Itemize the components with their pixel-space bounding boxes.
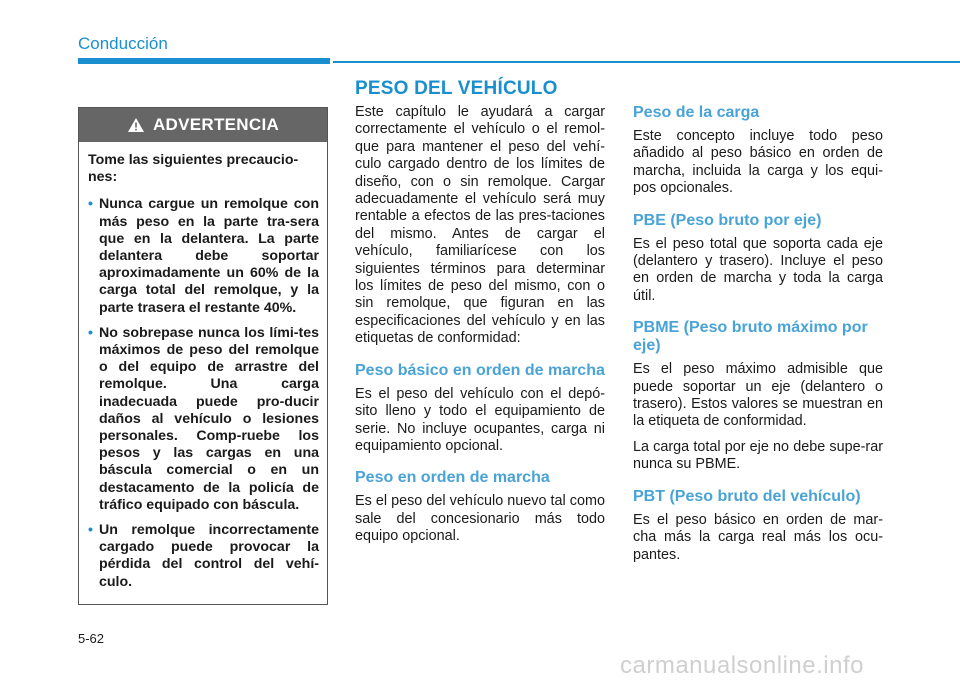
warning-item-text: Nunca cargue un remolque con más peso en la parte tra-sera que en la delantera. La parte delantera debe soportar aproximadamente un 60% de la carga total del remolque, y la parte trasera el restante 40%. [99, 196, 319, 316]
watermark: carmanualsonline.info [620, 652, 864, 679]
subheading-peso-carga: Peso de la carga [633, 104, 760, 121]
header-bar-thin [333, 61, 960, 63]
paragraph-peso-carga: Este concepto incluye todo peso añadido al peso básico en orden de marcha, incluida la carga y los equi-pos opcionales. [633, 128, 883, 197]
warning-body [79, 142, 327, 591]
paragraph-peso-basico: Es el peso del vehículo con el depó-sito lleno y todo el equipamiento de serie. No incluye ocupantes, carga ni equipamiento opcional. [355, 385, 605, 454]
warning-item-text: No sobrepase nunca los lími-tes máximos de peso del remolque o del equipo de arrastre del remolque. Una carga inadecuada puede pro-ducir daños al vehículo o lesiones personales. Comp-ruebe los pesos y las cargas en una báscula comercial o en un destacamento de la policía de tráfico equipado con báscula. [99, 324, 319, 513]
subheading-peso-basico: Peso básico en orden de marcha [355, 361, 605, 379]
bullet-icon: • [88, 324, 93, 341]
page-title: PESO DEL VEHÍCULO [355, 78, 558, 99]
warning-item [88, 325, 319, 514]
column-right [633, 104, 883, 572]
warning-list [88, 196, 319, 590]
warning-intro: Tome las siguientes precaucio-nes: [88, 152, 299, 186]
paragraph-pbme-2: La carga total por eje no debe supe-rar nunca su PBME. [633, 438, 883, 473]
paragraph-pbme-1: Es el peso máximo admisible que puede soportar un eje (delantero o trasero). Estos valores se muestran en la etiqueta de conformidad. [633, 361, 883, 430]
section-header: Conducción [78, 34, 168, 53]
subheading-pbme: PBME (Peso bruto máximo por eje) [633, 319, 868, 355]
subheading-peso-orden-marcha: Peso en orden de marcha [355, 469, 550, 487]
subheading-pbe: PBE (Peso bruto por eje) [633, 211, 822, 229]
header-bar-thick [78, 58, 330, 64]
warning-title: ADVERTENCIA [152, 115, 280, 134]
page-number: 5-62 [78, 631, 105, 646]
intro-paragraph: Este capítulo le ayudará a cargar correctamente el vehículo o el remol-que para mantener el peso del vehí-culo cargado dentro de los límites de diseño, con o sin remolque. Cargar adecuadamente el vehículo será muy rentable a efectos de las pres-taciones del mismo. Antes de cargar el vehículo, familiarícese con los siguientes términos para determinar los límites de peso del mismo, con o sin remolque, que figuran en las especificaciones del vehículo y en las etiquetas de conformidad: [355, 104, 605, 347]
paragraph-peso-orden-marcha: Es el peso del vehículo nuevo tal como sale del concesionario más todo equipo opcional. [355, 493, 605, 545]
warning-header [79, 108, 327, 142]
warning-item-text: Un remolque incorrectamente cargado puede provocar la pérdida del control del vehí-culo. [99, 522, 319, 590]
paragraph-pbt: Es el peso básico en orden de mar-cha más la carga real más los ocu-pantes. [633, 511, 883, 563]
bullet-icon: • [88, 522, 93, 539]
warning-item [88, 522, 319, 591]
warning-box [78, 107, 328, 605]
bullet-icon: • [88, 196, 93, 213]
paragraph-pbe: Es el peso total que soporta cada eje (delantero y trasero). Incluye el peso en orden de marcha y toda la carga útil. [633, 235, 883, 304]
subheading-pbt: PBT (Peso bruto del vehículo) [633, 487, 861, 505]
column-middle [355, 104, 605, 554]
warning-icon [127, 117, 145, 133]
warning-item [88, 196, 319, 316]
